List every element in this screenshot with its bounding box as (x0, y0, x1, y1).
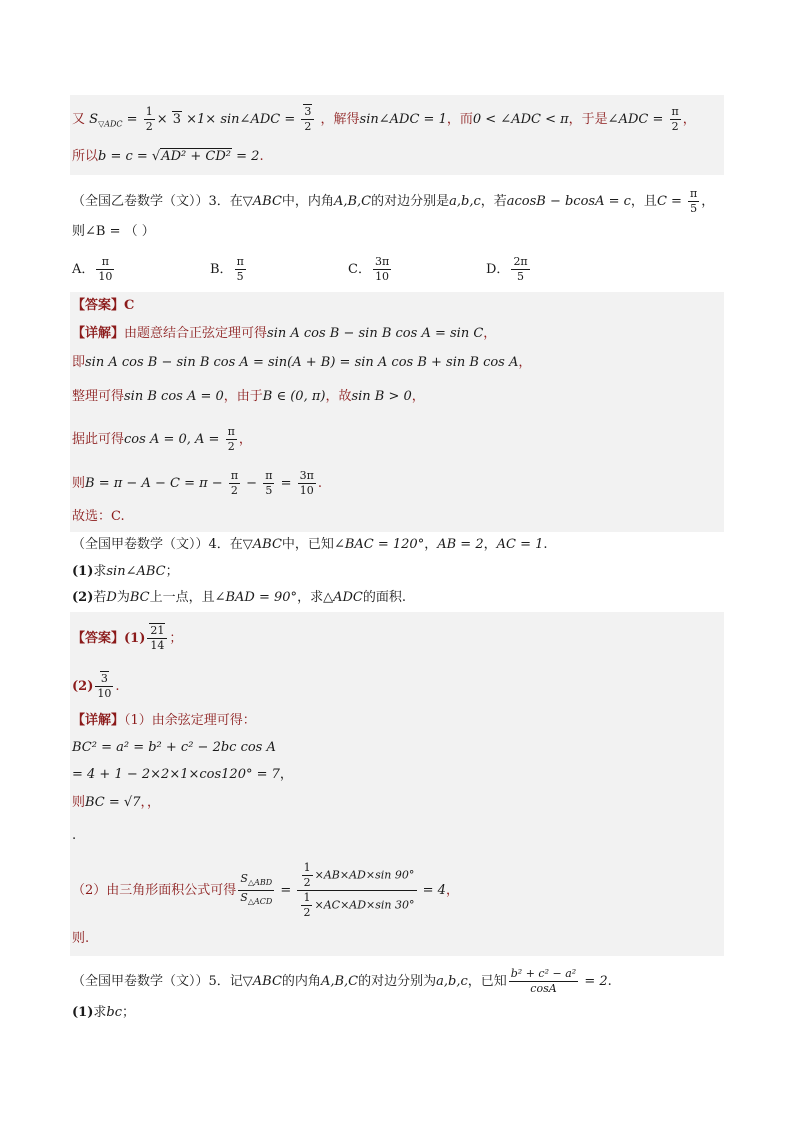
q3-option-b: B． $\frac{\pi}{5}$ (210, 255, 244, 283)
q4-detail-4: 则BC = √7，， (72, 795, 160, 810)
q4-detail-6: （2）由三角形面积公式可得 $\frac{S_{\triangle ABD}}{S_{\triangle ACD}}$ = $\frac{1}{2}$ ×AB×AD×sin 90° $\frac{1}{2}$ ×AC×AD×sin 30° = 4， (72, 861, 459, 919)
q3-detail-5: 则B = π − A − C = π − $\frac{\pi}{2}$ − $\frac{\pi}{5}$ = $\frac{3\pi}{10}$ . (72, 469, 322, 497)
q5-sub-1: (1)求bc； (72, 1005, 135, 1020)
prev-solution-line-2: 所以b = c = √AD² + CD² = 2. (72, 149, 264, 164)
q5-stem: （全国甲卷数学（文））5．记▽ABC的内角A,B,C的对边分别为a,b,c，已知 $\frac{\text{b² + c² − a²}}{\cos A}$ = 2. (72, 967, 612, 995)
q3-answer: 【答案】C (72, 298, 135, 313)
q4-sub-2: (2)若D为BC上一点，且∠BAD = 90°，求△ADC的面积. (72, 590, 406, 605)
q3-option-d: D． $\frac{2\pi}{5}$ (486, 255, 528, 283)
q3-stem: （全国乙卷数学（文））3．在▽ABC中，内角A,B,C的对边分别是a,b,c，若acosB − bcosA = c，且C = $\frac{\pi}{5}$ ， (72, 187, 715, 215)
q3-ask: 则∠B = （ ） (72, 224, 155, 239)
q4-detail-5: . (72, 828, 77, 843)
q4-answer-1: 【答案】(1) $\frac{21}{14}$ ； (72, 624, 183, 652)
prev-solution-line-1: 又 $S_{▽ADC}$ = $\frac{1}{2}$ × 3 ×1× sin∠ADC = $\frac{3}{2}$ ，解得sin∠ADC = 1，而0 < ∠ADC < π，于是∠ADC = $\frac{\pi}{2}$ ， (72, 105, 696, 133)
q4-answer-2: (2) $\frac{3}{10}$ . (72, 672, 120, 700)
q3-detail-6: 故选：C. (72, 509, 125, 524)
q3-option-c: C． $\frac{3\pi}{10}$ (348, 255, 390, 283)
q3-option-a: A． $\frac{\pi}{10}$ (72, 255, 113, 283)
q4-detail-2: BC² = a² = b² + c² − 2bc cos A (72, 740, 276, 755)
q3-detail-4: 据此可得cos A = 0, A = $\frac{\pi}{2}$ ， (72, 425, 252, 453)
q4-detail-1: 【详解】（1）由余弦定理可得： (72, 713, 256, 728)
q3-detail-1: 【详解】由题意结合正弦定理可得sin A cos B − sin B cos A = sin C， (72, 326, 497, 341)
q4-stem: （全国甲卷数学（文））4．在▽ABC中，已知∠BAC = 120°，AB = 2，AC = 1. (72, 537, 548, 552)
q4-detail-7: 则. (72, 931, 90, 946)
q4-sub-1: (1)求sin∠ABC； (72, 564, 179, 579)
q4-detail-3: = 4 + 1 − 2×2×1×cos120° = 7， (72, 767, 293, 782)
q3-detail-3: 整理可得sin B cos A = 0，由于B ∈ (0, π)，故sin B > 0， (72, 389, 425, 404)
q3-detail-2: 即sin A cos B − sin B cos A = sin(A + B) = sin A cos B + sin B cos A， (72, 355, 532, 370)
